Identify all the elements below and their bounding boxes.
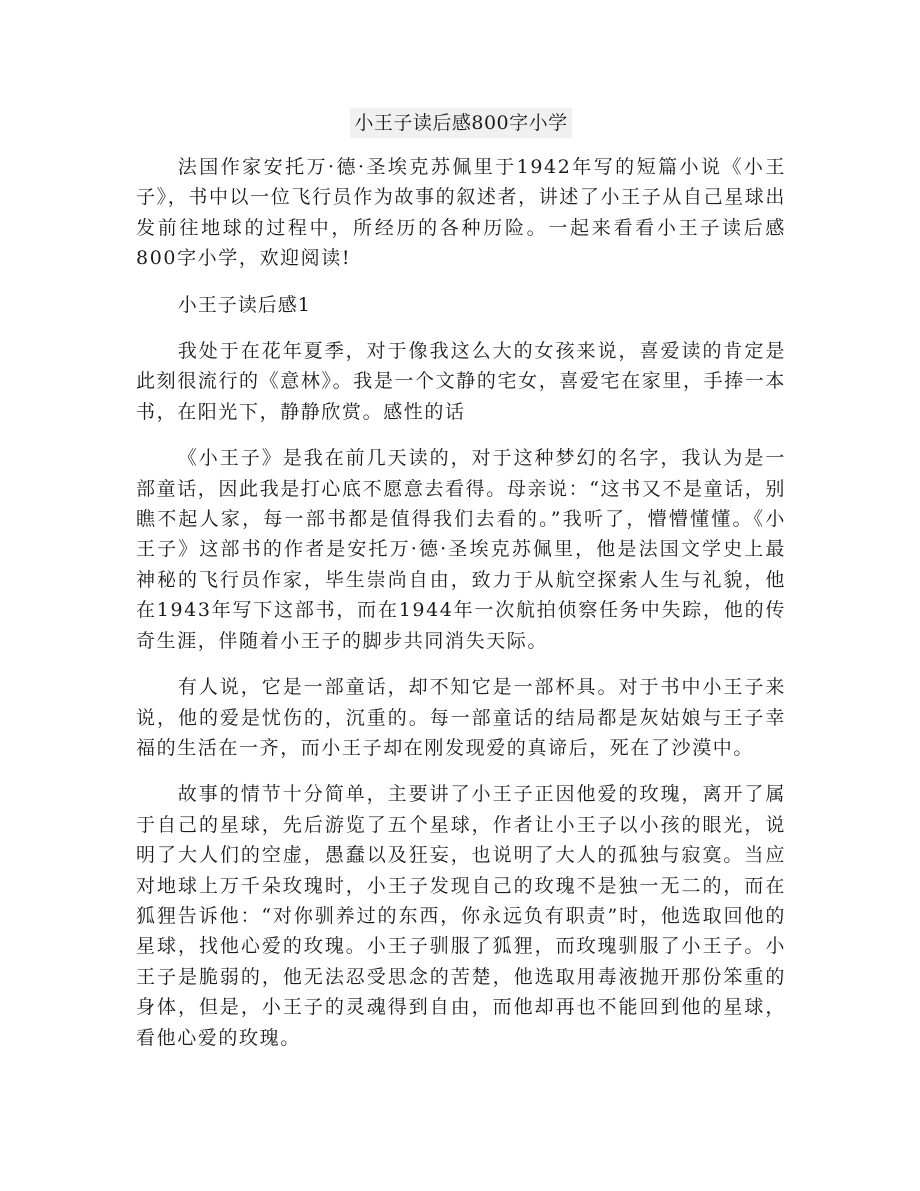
body-paragraph-3: 有人说，它是一部童话，却不知它是一部杯具。对于书中小王子来说，他的爱是忧伤的，沉重的。每一部童话的结局都是灰姑娘与王子幸福的生活在一齐，而小王子却在刚发现爱的真谛后，死在了沙漠中。 bbox=[136, 676, 786, 759]
body-paragraph-2: 《小王子》是我在前几天读的，对于这种梦幻的名字，我认为是一部童话，因此我是打心底不愿意去看得。母亲说：“这书又不是童话，别瞧不起人家，每一部书都是值得我们去看的。”我听了，懵懵懂懂。《小王子》这部书的作者是安托万·德·圣埃克苏佩里，他是法国文学史上最神秘的飞行员作家，毕生崇尚自由，致力于从航空探索人生与礼貌，他在1943年写下这部书，而在1944年一次航拍侦察任务中失踪，他的传奇生涯，伴随着小王子的脚步共同消失天际。 bbox=[136, 447, 786, 652]
body-paragraph-4: 故事的情节十分简单，主要讲了小王子正因他爱的玫瑰，离开了属于自己的星球，先后游览了五个星球，作者让小王子以小孩的眼光，说明了大人们的空虚，愚蠢以及狂妄，也说明了大人的孤独与寂寞。当应对地球上万千朵玫瑰时，小王子发现自己的玫瑰不是独一无二的，而在狐狸告诉他：“对你驯养过的东西，你永远负有职责”时，他选取回他的星球，找他心爱的玫瑰。小王子驯服了狐狸，而玫瑰驯服了小王子。小王子是脆弱的，他无法忍受思念的苦楚，他选取用毒液抛开那份笨重的身体，但是，小王子的灵魂得到自由，而他却再也不能回到他的星球，看他心爱的玫瑰。 bbox=[136, 783, 786, 1049]
body-paragraph-1: 我处于在花年夏季，对于像我这么大的女孩来说，喜爱读的肯定是此刻很流行的《意林》。我是一个文静的宅女，喜爱宅在家里，手捧一本书，在阳光下，静静欣赏。感性的话 bbox=[136, 340, 786, 423]
title-container bbox=[136, 108, 786, 138]
section-heading: 小王子读后感1 bbox=[177, 293, 311, 316]
document-title: 小王子读后感800字小学 bbox=[350, 108, 571, 138]
intro-paragraph: 法国作家安托万·德·圣埃克苏佩里于1942年写的短篇小说《小王子》，书中以一位飞行员作为故事的叙述者，讲述了小王子从自己星球出发前往地球的过程中，所经历的各种历险。一起来看看小王子读后感800字小学，欢迎阅读! bbox=[136, 156, 786, 270]
document-page bbox=[136, 108, 786, 1069]
